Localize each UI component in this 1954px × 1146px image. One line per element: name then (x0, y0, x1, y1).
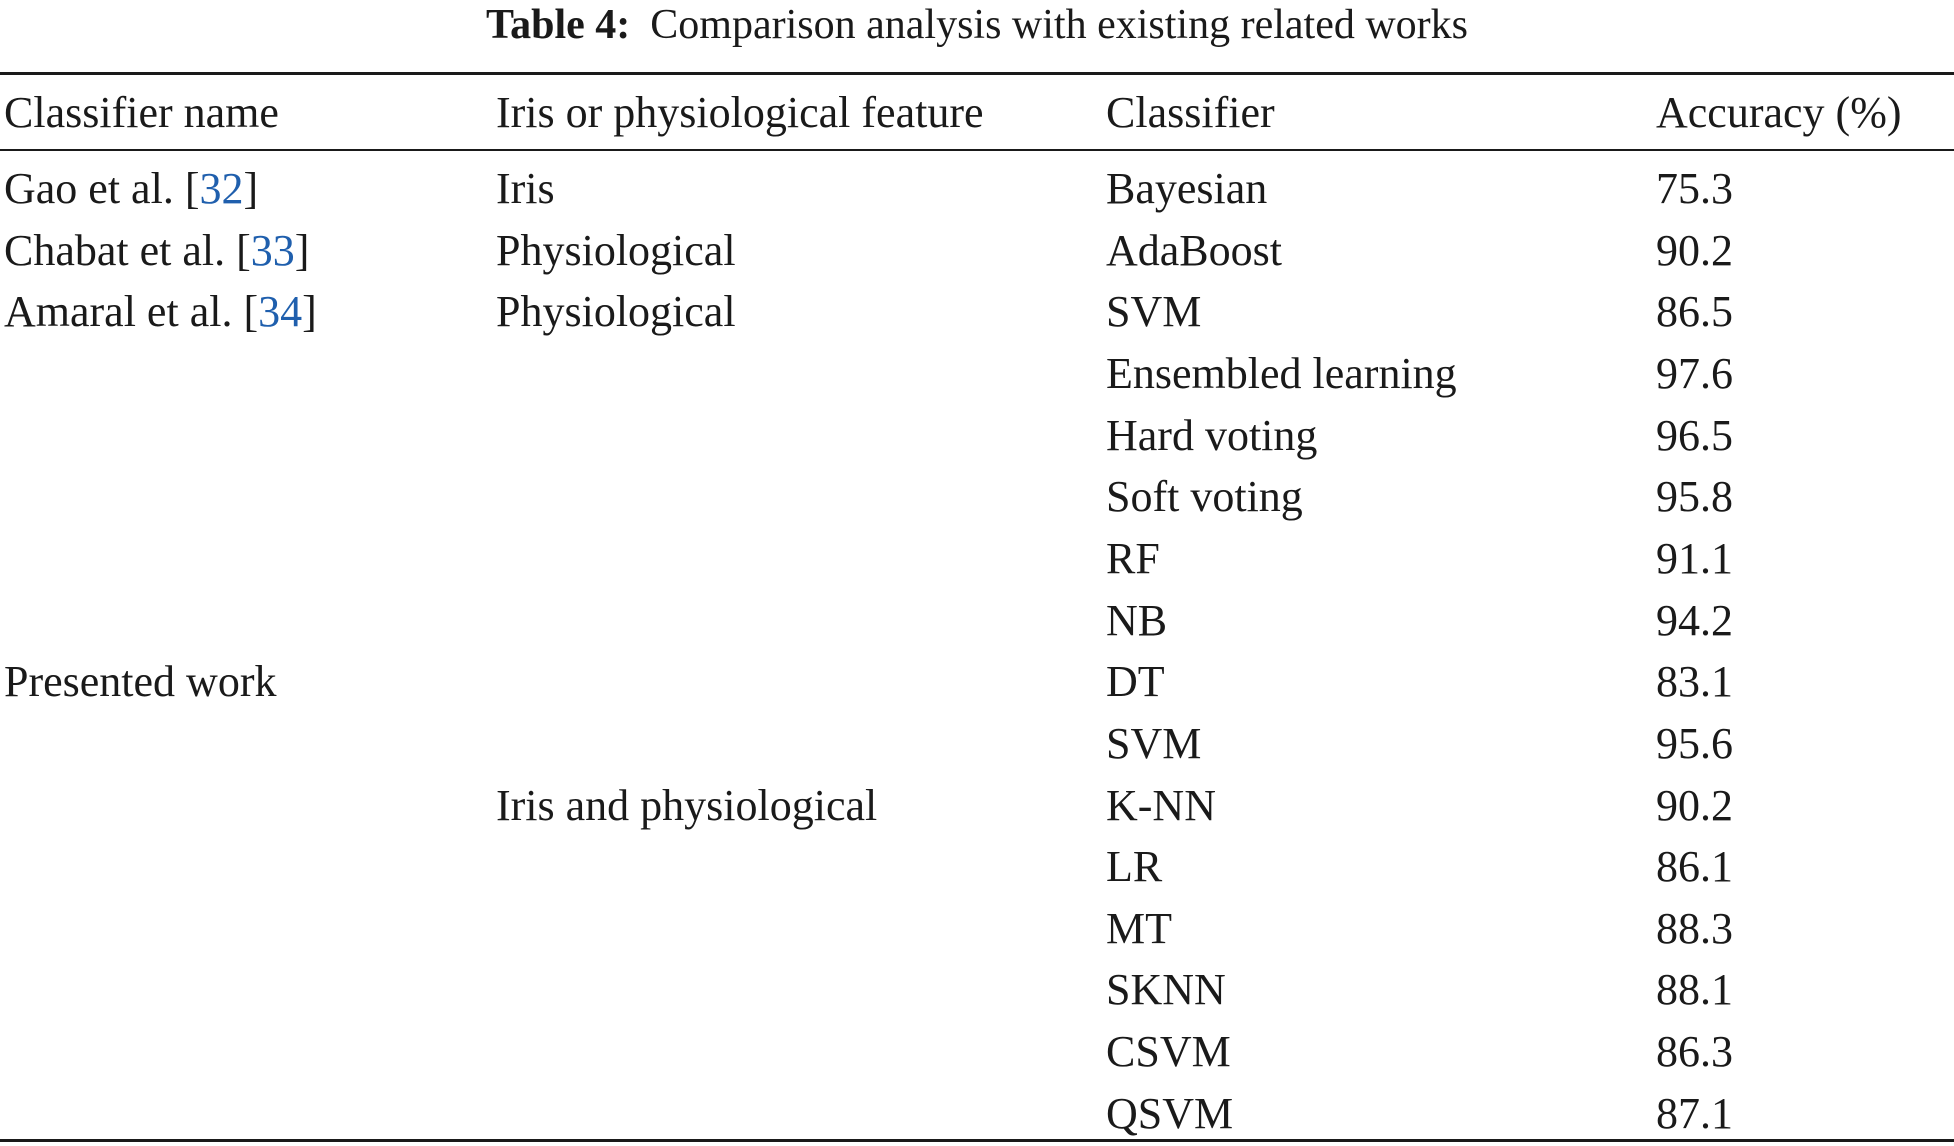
cell-classifier-name (4, 651, 277, 713)
table-row (0, 405, 1954, 467)
cell-accuracy: 88.1 (1656, 965, 1733, 1014)
table-row (0, 1021, 1954, 1083)
table-row (0, 898, 1954, 960)
author-name: Chabat et al. (4, 226, 226, 275)
table-caption-label: Table 4: (485, 2, 631, 48)
author-name: Presented work (4, 657, 277, 706)
table-row (0, 836, 1954, 898)
cell-classifier: QSVM (1106, 1089, 1234, 1138)
cell-classifier-name: Gao et al. [32] (4, 164, 259, 213)
cell-accuracy: 94.2 (1656, 596, 1733, 645)
cell-feature: Physiological (496, 287, 736, 336)
cell-classifier: DT (1106, 657, 1165, 706)
cell-classifier: NB (1106, 596, 1168, 645)
cell-accuracy: 83.1 (1656, 657, 1733, 706)
table-row (0, 959, 1954, 1021)
table-row (0, 158, 1954, 220)
citation-link[interactable]: 33 (250, 226, 295, 275)
cell-classifier: Soft voting (1106, 472, 1303, 521)
table-row (0, 528, 1954, 590)
cell-classifier: Hard voting (1106, 411, 1318, 460)
cell-classifier: SVM (1106, 287, 1202, 336)
cell-classifier: Bayesian (1106, 164, 1268, 213)
cell-classifier: K-NN (1106, 781, 1216, 830)
table-row (0, 651, 1954, 713)
table-caption-text: Comparison analysis with existing related works (650, 2, 1469, 48)
table-header-row (0, 82, 1954, 144)
cell-accuracy: 90.2 (1656, 226, 1733, 275)
cell-classifier: SVM (1106, 719, 1202, 768)
cell-classifier-name: Chabat et al. [33] (4, 226, 310, 275)
cell-accuracy: 91.1 (1656, 534, 1733, 583)
header-classifier-name: Classifier name (4, 88, 279, 137)
cell-accuracy: 86.1 (1656, 842, 1733, 891)
author-name: Amaral et al. (4, 287, 233, 336)
cell-accuracy: 97.6 (1656, 349, 1733, 398)
table-row (0, 220, 1954, 282)
citation-link[interactable]: 32 (199, 164, 244, 213)
cell-classifier: Ensembled learning (1106, 349, 1457, 398)
table-row (0, 775, 1954, 837)
cell-accuracy: 96.5 (1656, 411, 1733, 460)
header-accuracy: Accuracy (%) (1656, 88, 1902, 137)
header-feature: Iris or physiological feature (496, 88, 984, 137)
cell-classifier: MT (1106, 904, 1172, 953)
citation-link[interactable]: 34 (258, 287, 303, 336)
author-name: Gao et al. (4, 164, 174, 213)
table-row (0, 343, 1954, 405)
cell-classifier: SKNN (1106, 965, 1226, 1014)
table-row (0, 713, 1954, 775)
cell-accuracy: 95.6 (1656, 719, 1733, 768)
cell-classifier: RF (1106, 534, 1160, 583)
cell-accuracy: 90.2 (1656, 781, 1733, 830)
table-row (0, 590, 1954, 652)
cell-classifier: CSVM (1106, 1027, 1231, 1076)
cell-feature: Iris (496, 164, 555, 213)
cell-classifier: LR (1106, 842, 1163, 891)
cell-accuracy: 86.5 (1656, 287, 1733, 336)
table-row (0, 1083, 1954, 1145)
cell-feature: Physiological (496, 226, 736, 275)
header-classifier: Classifier (1106, 88, 1275, 137)
cell-classifier: AdaBoost (1106, 226, 1282, 275)
cell-accuracy: 75.3 (1656, 164, 1733, 213)
cell-accuracy: 88.3 (1656, 904, 1733, 953)
table-row (0, 466, 1954, 528)
cell-accuracy: 95.8 (1656, 472, 1733, 521)
table-row (0, 281, 1954, 343)
cell-feature: Iris and physiological (496, 781, 878, 830)
cell-accuracy: 86.3 (1656, 1027, 1733, 1076)
cell-accuracy: 87.1 (1656, 1089, 1733, 1138)
cell-classifier-name: Amaral et al. [34] (4, 287, 317, 336)
